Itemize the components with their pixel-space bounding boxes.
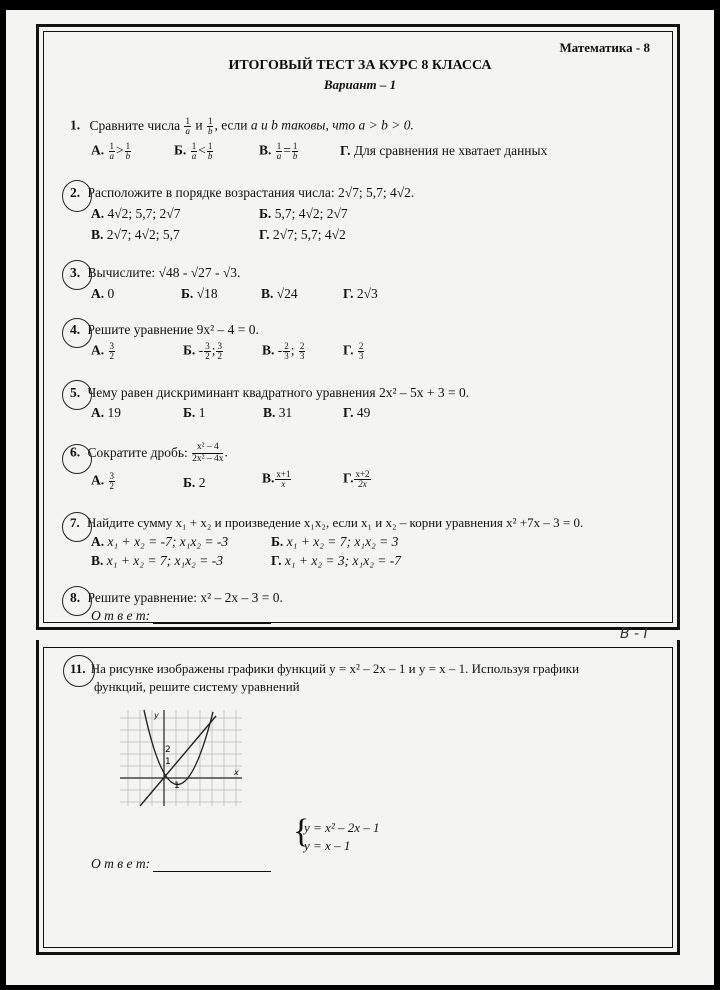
- system-brace: {: [293, 813, 310, 850]
- option-3c[interactable]: В. √24: [261, 286, 298, 301]
- question-11-line2: функций, решите систему уравнений: [94, 679, 300, 694]
- tick-label-1-x: 1: [174, 781, 180, 791]
- option-2b[interactable]: Б. 5,7; 4√2; 2√7: [259, 206, 348, 221]
- option-1a[interactable]: А. $\frac{1}{a}$ > $\frac{1}{b}$: [91, 141, 131, 161]
- function-graph: [118, 708, 244, 808]
- option-7a[interactable]: А. x₁ + x₂ = -7; x₁x₂ = -3: [91, 534, 229, 549]
- question-11: 11. На рисунке изображены графики функций y = x² – 2x – 1 и y = x – 1. Используя графики: [70, 661, 580, 676]
- option-4b[interactable]: Б. - $\frac{3}{2}$ ; $\frac{3}{2}$: [183, 341, 222, 361]
- question-3: 3. Вычислите: √48 - √27 - √3.: [70, 265, 241, 280]
- option-2d[interactable]: Г. 2√7; 5,7; 4√2: [259, 227, 346, 242]
- option-7b[interactable]: Б. x₁ + x₂ = 7; x₁x₂ = 3: [271, 534, 399, 549]
- option-1c[interactable]: В. $\frac{1}{a}$ = $\frac{1}{b}$: [259, 141, 298, 161]
- option-5d[interactable]: Г. 49: [343, 405, 371, 420]
- answer-field-8[interactable]: О т в е т:: [91, 608, 271, 624]
- option-4a[interactable]: А. $\frac{3}{2}$: [91, 341, 114, 361]
- option-5c[interactable]: В. 31: [263, 405, 293, 420]
- option-3d[interactable]: Г. 2√3: [343, 286, 378, 301]
- variant-label: Вариант – 1: [323, 77, 397, 92]
- tick-label-1-y: 1: [165, 757, 171, 767]
- line-graph: [140, 716, 216, 806]
- system-eq-2: y = x – 1: [304, 838, 351, 853]
- option-6a[interactable]: А. $\frac{3}{2}$: [91, 471, 114, 491]
- question-7: 7. Найдите сумму x₁ + x₂ и произведение x₁x₂, если x₁ и x₂ – корни уравнения x² +7x – 3 = 0.: [70, 515, 584, 530]
- option-1d[interactable]: Г. Для сравнения не хватает данных: [340, 143, 548, 158]
- option-3b[interactable]: Б. √18: [181, 286, 218, 301]
- option-2a[interactable]: А. 4√2; 5,7; 2√7: [91, 206, 181, 221]
- option-2c[interactable]: В. 2√7; 4√2; 5,7: [91, 227, 180, 242]
- y-axis-label: y: [154, 711, 159, 720]
- handwritten-variant-note: В - I: [620, 626, 648, 642]
- question-1: 1. Сравните числа $\frac{1}{a}$ и $\frac{1}{b}$ , если a и b таковы, что a > b > 0.: [70, 116, 414, 136]
- tick-label-2: 2: [165, 745, 171, 755]
- option-6b[interactable]: Б. 2: [183, 475, 206, 490]
- option-5b[interactable]: Б. 1: [183, 405, 206, 420]
- question-5: 5. Чему равен дискриминант квадратного уравнения 2x² – 5x + 3 = 0.: [70, 385, 470, 400]
- option-4c[interactable]: В. - $\frac{2}{3}$ ; $\frac{2}{3}$: [262, 341, 305, 361]
- option-4d[interactable]: Г. $\frac{2}{3}$: [343, 341, 364, 361]
- option-6d[interactable]: Г. $\frac{x+2}{2x}$: [343, 469, 370, 489]
- option-7c[interactable]: В. x₁ + x₂ = 7; x₁x₂ = -3: [91, 553, 223, 568]
- option-6c[interactable]: В. $\frac{x+1}{x}$: [262, 469, 291, 489]
- answer-field-11[interactable]: О т в е т:: [91, 856, 271, 872]
- question-4: 4. Решите уравнение 9x² – 4 = 0.: [70, 322, 259, 337]
- page-title: ИТОГОВЫЙ ТЕСТ ЗА КУРС 8 КЛАССА: [228, 58, 492, 73]
- question-8: 8. Решите уравнение: x² – 2x – 3 = 0.: [70, 590, 283, 605]
- subject-label: Математика - 8: [559, 40, 650, 55]
- question-2: 2. Расположите в порядке возрастания числа: 2√7; 5,7; 4√2.: [70, 185, 415, 200]
- question-number: 1.: [70, 117, 81, 133]
- parabola-curve: [144, 710, 213, 785]
- x-axis-label: x: [234, 768, 239, 777]
- option-3a[interactable]: А. 0: [91, 286, 115, 301]
- option-7d[interactable]: Г. x₁ + x₂ = 3; x₁x₂ = -7: [271, 553, 402, 568]
- question-6: 6. Сократите дробь: $\frac{\text{x² – 4}}{\text{2x² – 4x}}$ .: [70, 442, 228, 464]
- system-eq-1: y = x² – 2x – 1: [304, 820, 380, 835]
- option-5a[interactable]: А. 19: [91, 405, 121, 420]
- option-1b[interactable]: Б. $\frac{1}{a}$ < $\frac{1}{b}$: [174, 141, 213, 161]
